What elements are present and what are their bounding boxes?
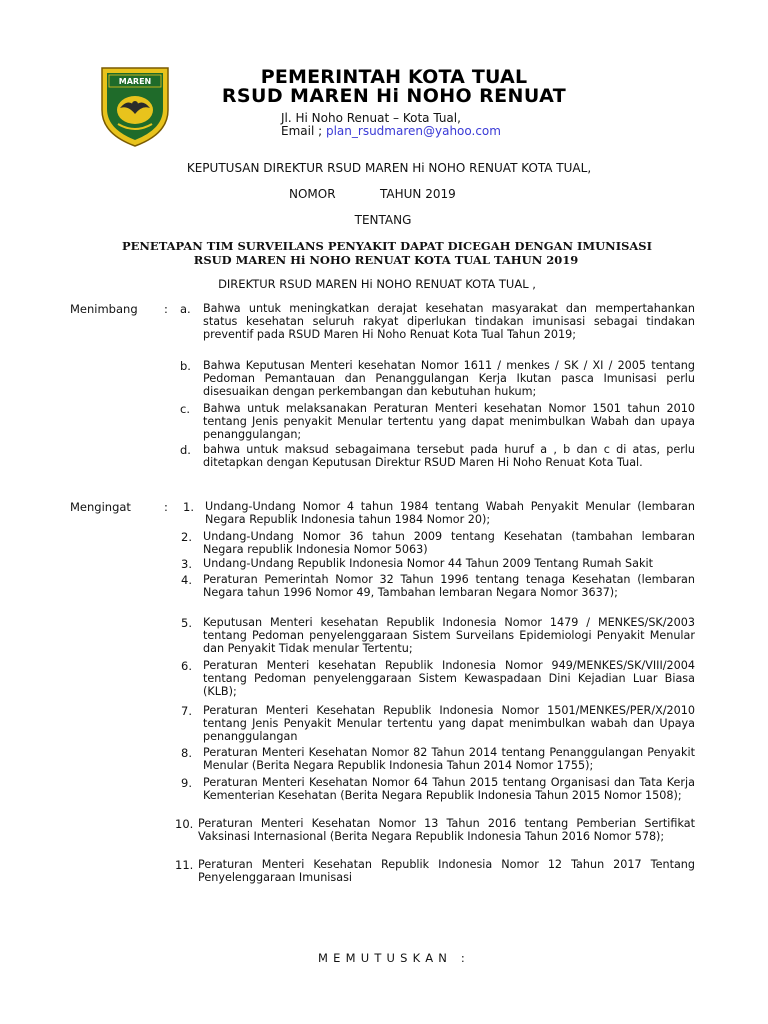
decree-tentang: TENTANG: [354, 213, 412, 227]
email-link[interactable]: plan_rsudmaren@yahoo.com: [325, 124, 501, 138]
memutuskan-heading: MEMUTUSKAN :: [318, 951, 471, 965]
decree-director: DIREKTUR RSUD MAREN Hi NOHO RENUAT KOTA TUAL ,: [218, 277, 536, 291]
mengingat-item-8: Peraturan Menteri Kesehatan Nomor 82 Tahun 2014 tentang Penanggulangan Penyakit Menular (Berita Negara Republik Indonesia Tahun 2014 Nomor 1755);: [203, 746, 695, 772]
mengingat-mark-4: 4.: [181, 573, 192, 587]
header-government: PEMERINTAH KOTA TUAL: [260, 66, 528, 88]
menimbang-mark-c: c.: [180, 402, 190, 416]
mengingat-mark-6: 6.: [181, 659, 192, 673]
mengingat-item-6: Peraturan Menteri kesehatan Republik Indonesia Nomor 949/MENKES/SK/VIII/2004 tentang Pedoman penyelenggaraan Sistem Kewaspadaan Dini Kejadian Luar Biasa (KLB);: [203, 659, 695, 698]
mengingat-mark-1: 1.: [183, 500, 194, 514]
mengingat-item-11: Peraturan Menteri Kesehatan Republik Indonesia Nomor 12 Tahun 2017 Tentang Penyelenggaraan Imunisasi: [198, 858, 695, 884]
header-hospital: RSUD MAREN Hi NOHO RENUAT: [221, 85, 567, 107]
decree-year: TAHUN 2019: [380, 187, 456, 201]
mengingat-item-9: Peraturan Menteri Kesehatan Nomor 64 Tahun 2015 tentang Organisasi dan Tata Kerja Kementerian Kesehatan (Berita Negara Republik Indonesia Tahun 2015 Nomor 1508);: [203, 776, 695, 802]
menimbang-mark-b: b.: [180, 359, 191, 373]
decree-subject-line1: PENETAPAN TIM SURVEILANS PENYAKIT DAPAT DICEGAH DENGAN IMUNISASI: [122, 239, 652, 253]
mengingat-item-7: Peraturan Menteri Kesehatan Republik Indonesia Nomor 1501/MENKES/PER/X/2010 tentang Jenis Penyakit Menular tertentu yang dapat menimbulkan wabah dan Upaya penanggulangan: [203, 704, 695, 743]
mengingat-item-3: Undang-Undang Republik Indonesia Nomor 44 Tahun 2009 Tentang Rumah Sakit: [203, 557, 653, 570]
mengingat-item-10: Peraturan Menteri Kesehatan Nomor 13 Tahun 2016 tentang Pemberian Sertifikat Vaksinasi Internasional (Berita Negara Republik Indonesia Tahun 2016 Nomor 578);: [198, 817, 695, 843]
header-email: [281, 124, 501, 138]
mengingat-item-4: Peraturan Pemerintah Nomor 32 Tahun 1996 tentang tenaga Kesehatan (lembaran Negara tahun 1996 Nomor 49, Tambahan lembaran Negara Nomor 3637);: [203, 573, 695, 599]
mengingat-item-2: Undang-Undang Nomor 36 tahun 2009 tentang Kesehatan (tambahan lembaran Negara republik Indonesia Nomor 5063): [203, 530, 695, 556]
decree-number-label: NOMOR: [289, 187, 336, 201]
mengingat-item-1: Undang-Undang Nomor 4 tahun 1984 tentang Wabah Penyakit Menular (lembaran Negara Republik Indonesia tahun 1984 Nomor 20);: [205, 500, 695, 526]
mengingat-item-5: Keputusan Menteri kesehatan Republik Indonesia Nomor 1479 / MENKES/SK/2003 tentang Pedoman penyelenggaraan Sistem Surveilans Epidemiologi Penyakit Menular dan Penyakit Tidak menular Tertentu;: [203, 616, 695, 655]
mengingat-mark-9: 9.: [181, 776, 192, 790]
mengingat-mark-2: 2.: [181, 530, 192, 544]
menimbang-label: Menimbang: [70, 302, 138, 316]
menimbang-mark-a: a.: [180, 302, 191, 316]
email-label: Email ;: [281, 124, 326, 138]
decree-title: KEPUTUSAN DIREKTUR RSUD MAREN Hi NOHO RENUAT KOTA TUAL,: [186, 161, 592, 175]
mengingat-mark-7: 7.: [181, 704, 192, 718]
mengingat-colon: :: [164, 500, 168, 514]
svg-text:MAREN: MAREN: [118, 77, 152, 86]
mengingat-mark-8: 8.: [181, 746, 192, 760]
menimbang-item-a: Bahwa untuk meningkatkan derajat kesehatan masyarakat dan mempertahankan status kesehatan seluruh rakyat diperlukan tindakan imunisasi sebagai tindakan preventif pada RSUD Maren Hi Noho Renuat Kota Tual Tahun 2019;: [203, 302, 695, 341]
mengingat-mark-3: 3.: [181, 557, 192, 571]
mengingat-mark-5: 5.: [181, 616, 192, 630]
menimbang-item-d: bahwa untuk maksud sebagaimana tersebut pada huruf a , b dan c di atas, perlu ditetapkan dengan Keputusan Direktur RSUD Maren Hi Noho Renuat Kota Tual.: [203, 443, 695, 469]
menimbang-item-b: Bahwa Keputusan Menteri kesehatan Nomor 1611 / menkes / SK / XI / 2005 tentang Pedoman Pemantauan dan Penanggulangan Kerja Ikutan pasca Imunisasi perlu disesuaikan dengan perkembangan dan kebutuhan hukum;: [203, 359, 695, 398]
decree-subject-line2: RSUD MAREN Hi NOHO RENUAT KOTA TUAL TAHUN 2019: [193, 253, 579, 267]
menimbang-colon: :: [164, 302, 168, 316]
mengingat-mark-11: 11.: [175, 858, 194, 872]
header-address: Jl. Hi Noho Renuat – Kota Tual,: [281, 111, 461, 125]
menimbang-mark-d: d.: [180, 443, 191, 457]
mengingat-mark-10: 10.: [175, 817, 194, 831]
mengingat-label: Mengingat: [70, 500, 131, 514]
menimbang-item-c: Bahwa untuk melaksanakan Peraturan Menteri kesehatan Nomor 1501 tahun 2010 tentang Jenis penyakit Menular tertentu yang dapat menimbulkan Wabah dan upaya penanggulangan;: [203, 402, 695, 441]
